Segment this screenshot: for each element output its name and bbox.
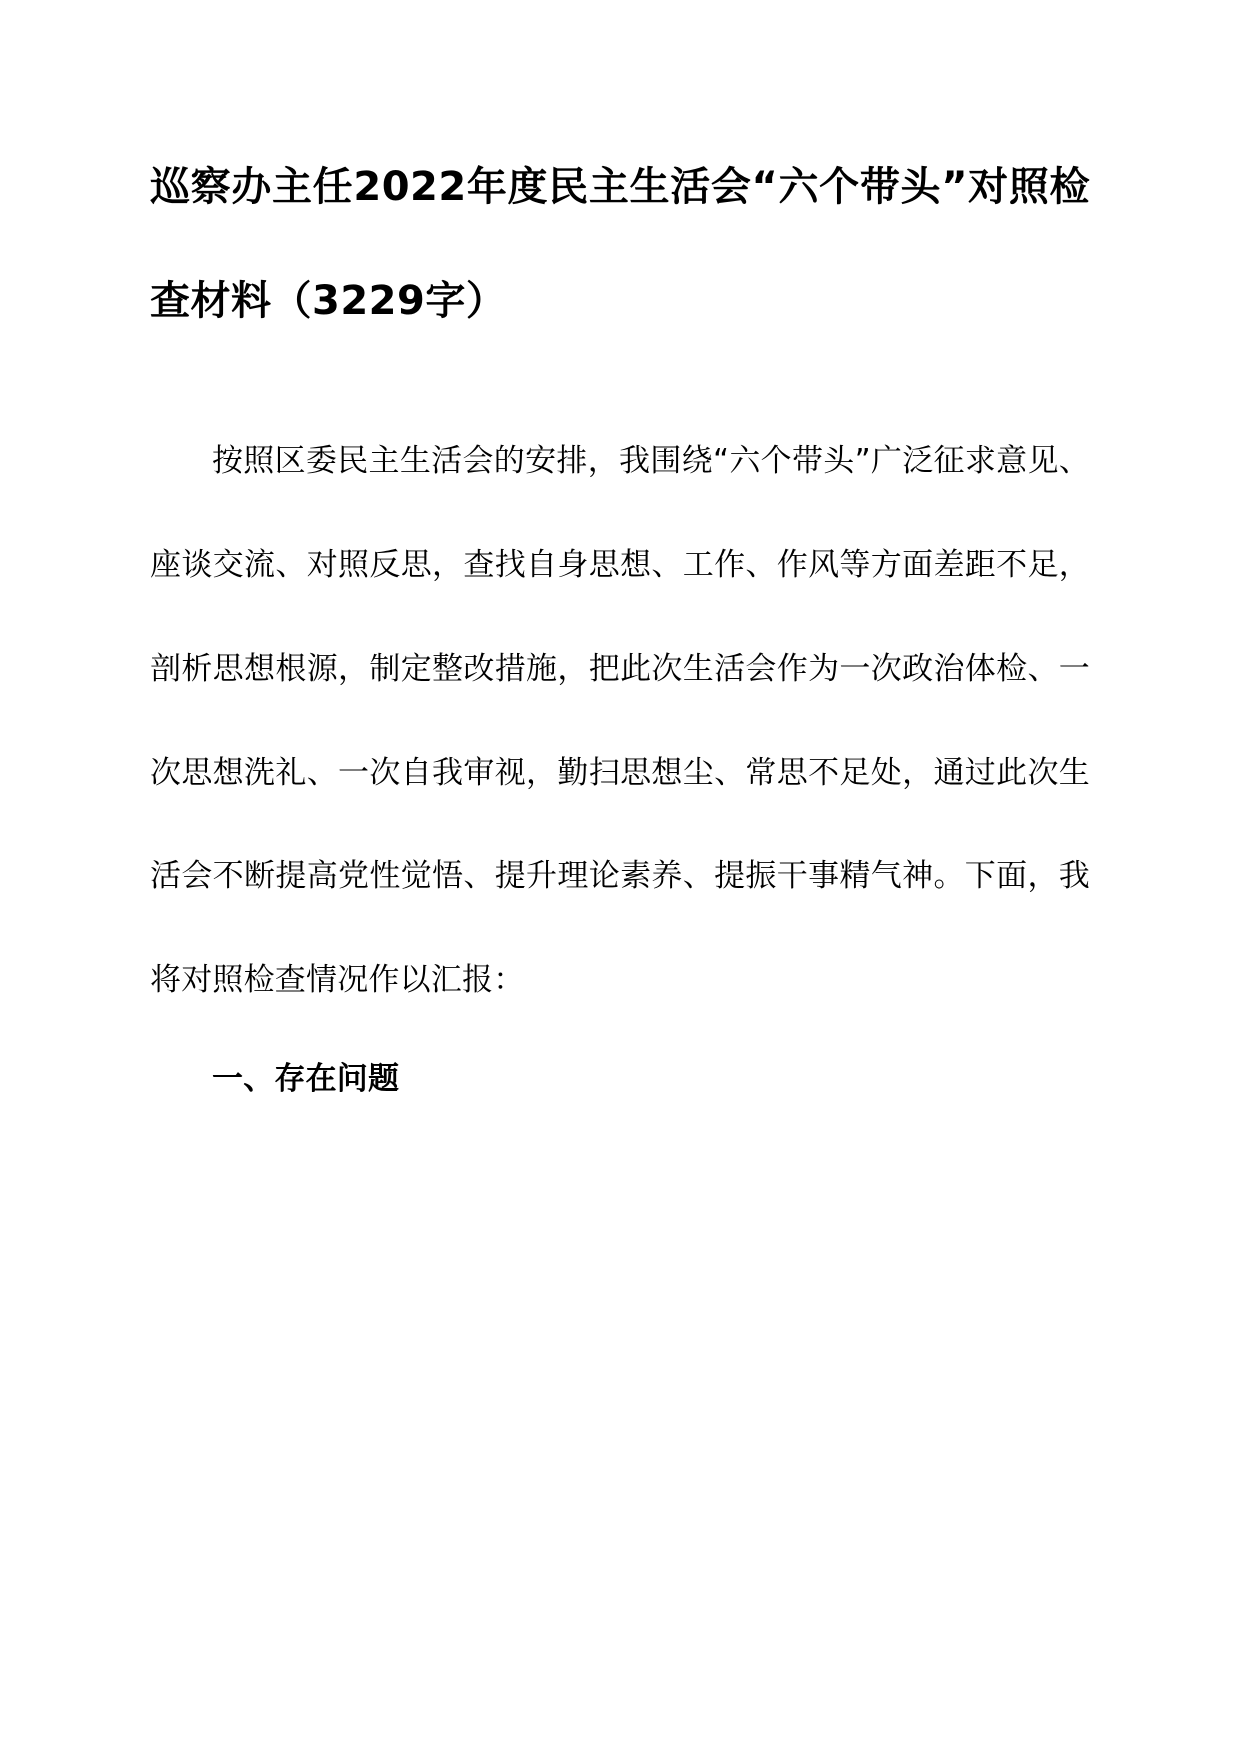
document-body <box>150 410 1090 1126</box>
paragraph-intro: 按照区委民主生活会的安排，我围绕“六个带头”广泛征求意见、座谈交流、对照反思，查找自身思想、工作、作风等方面差距不足，剖析思想根源，制定整改措施，把此次生活会作为一次政治体检、一次思想洗礼、一次自我审视，勤扫思想尘、常思不足处，通过此次生活会不断提高党性觉悟、提升理论素养、提振干事精气神。下面，我将对照检查情况作以汇报： <box>150 443 1090 999</box>
page-title: 巡察办主任2022年度民主生活会“六个带头”对照检查材料（3229字） <box>150 164 1090 324</box>
section-heading-existing-problems: 一、存在问题 <box>212 1061 400 1098</box>
